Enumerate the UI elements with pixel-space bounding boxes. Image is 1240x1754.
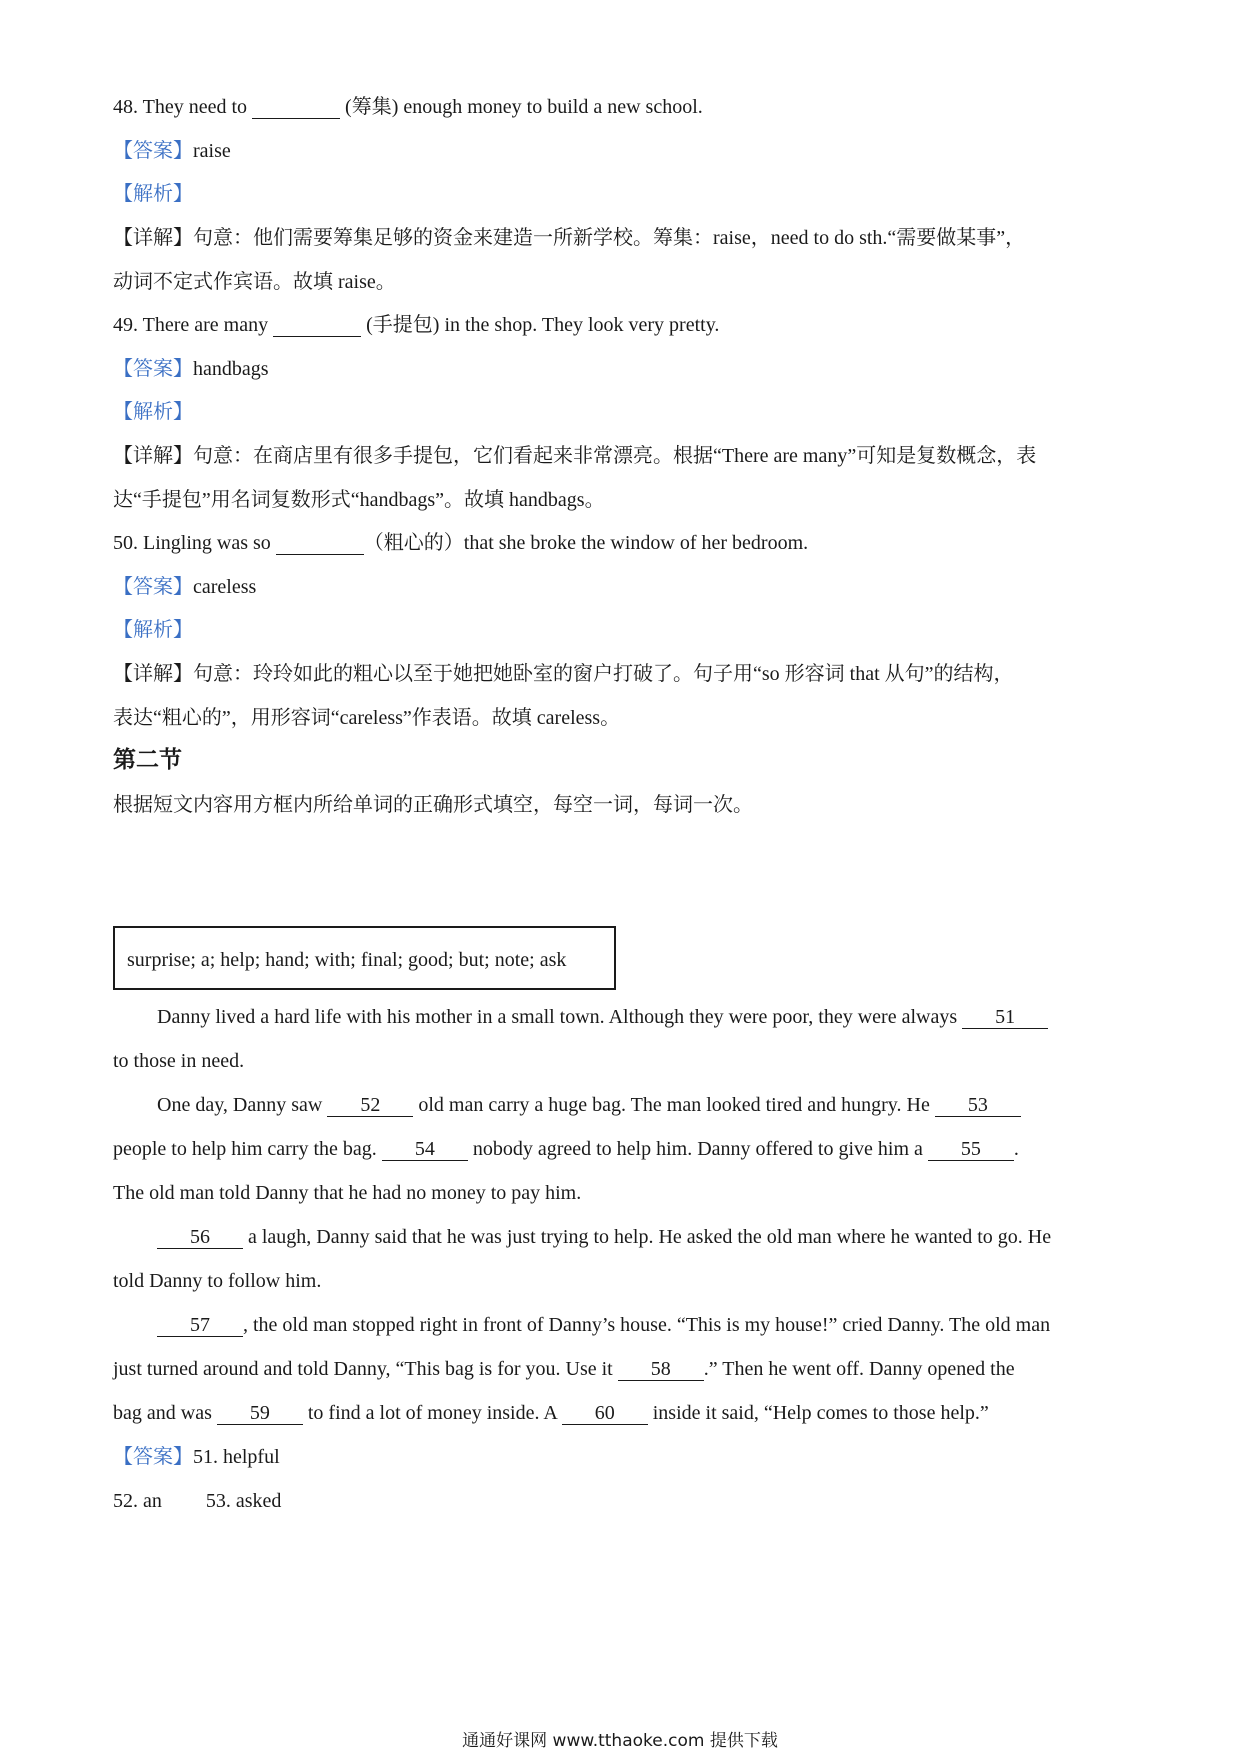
passage-line [113,1090,1021,1120]
detail-text: 句意：玲玲如此的粗心以至于她把她卧室的窗户打破了。句子用“so 形容词 that 从句”的结构， [193,663,1014,685]
answer-tag: 【答案】 [113,576,193,598]
passage-text: old man carry a huge bag. The man looked tired and hungry. He [413,1094,935,1116]
section-title: 第二节 [113,747,182,772]
q50-answer [113,572,256,602]
passage-text: , the old man stopped right in front of Danny’s house. “This is my house!” cried Danny. The old man [243,1314,1051,1336]
q48-text-before: 48. They need to [113,96,253,118]
section-instruction: 根据短文内容用方框内所给单词的正确形式填空，每空一词，每词一次。 [113,794,753,816]
analysis-tag: 【解析】 [113,183,193,205]
answer-tag: 【答案】 [113,1446,193,1468]
passage-line [113,1354,1015,1384]
blank-56: 56 [157,1226,243,1249]
detail-text: 句意：在商店里有很多手提包，它们看起来非常漂亮。根据“There are many”可知是复数概念，表 [193,445,1037,467]
q50-detail-1 [113,659,1014,689]
passage-text: .” Then he went off. Danny opened the [703,1358,1015,1380]
question-48 [113,92,703,122]
q49-analysis [113,397,193,427]
blank-57: 57 [157,1314,243,1337]
answer-53: 53. asked [205,1490,282,1512]
detail-tag: 【详解】 [113,227,193,249]
q50-detail-2 [113,703,620,733]
passage-line [113,1002,1048,1032]
blank-53: 53 [935,1094,1021,1117]
question-49 [113,310,719,340]
q50-blank [276,532,364,555]
answer-value: raise [193,140,231,162]
q48-blank [252,96,340,119]
detail-text: 动词不定式作宾语。故填 raise。 [113,271,396,293]
blank-51: 51 [962,1006,1048,1029]
answers-line [113,1486,281,1516]
q49-text-before: 49. There are many [113,314,274,336]
q49-blank [273,314,361,337]
q48-detail-1 [113,223,1025,253]
passage-text: nobody agreed to help him. Danny offered to give him a [467,1138,928,1160]
detail-text: 表达“粗心的”，用形容词“careless”作表语。故填 careless。 [113,707,621,729]
q49-detail-2 [113,485,605,515]
passage-line [113,1398,989,1428]
answer-value: handbags [193,358,269,380]
passage-text: Danny lived a hard life with his mother in a small town. Although they were poor, they were always [157,1006,963,1028]
passage-text: inside it said, “Help comes to those help.” [647,1402,989,1424]
answer-tag: 【答案】 [113,140,193,162]
detail-tag: 【详解】 [113,663,193,685]
q50-text-after: （粗心的）that she broke the window of her bedroom. [363,532,809,554]
answers-line [113,1442,280,1472]
answer-51: 51. helpful [193,1446,280,1468]
passage-text: bag and was [113,1402,217,1424]
passage-line: The old man told Danny that he had no money to pay him. [113,1182,582,1204]
blank-55: 55 [928,1138,1014,1161]
q48-text-after: (筹集) enough money to build a new school. [340,96,703,118]
q48-answer [113,136,231,166]
q48-analysis [113,179,193,209]
q49-text-after: (手提包) in the shop. They look very pretty. [361,314,720,336]
passage-line [113,1222,1051,1252]
passage-text: a laugh, Danny said that he was just trying to help. He asked the old man where he wanted to go. He [243,1226,1052,1248]
answer-tag: 【答案】 [113,358,193,380]
blank-58: 58 [618,1358,704,1381]
q50-text-before: 50. Lingling was so [113,532,276,554]
passage-line: to those in need. [113,1050,245,1072]
detail-text: 达“手提包”用名词复数形式“handbags”。故填 handbags。 [113,489,605,511]
analysis-tag: 【解析】 [113,619,193,641]
passage-text: to find a lot of money inside. A [302,1402,562,1424]
passage-line [113,1134,1019,1164]
q49-answer [113,354,269,384]
passage-text: . [1013,1138,1019,1160]
analysis-tag: 【解析】 [113,401,193,423]
blank-54: 54 [382,1138,468,1161]
passage-text: people to help him carry the bag. [113,1138,382,1160]
word-box: surprise; a; help; hand; with; final; good; but; note; ask [113,926,616,990]
blank-52: 52 [327,1094,413,1117]
detail-text: 句意：他们需要筹集足够的资金来建造一所新学校。筹集：raise，need to do sth.“需要做某事”， [193,227,1026,249]
question-50 [113,528,808,558]
passage-text: just turned around and told Danny, “This bag is for you. Use it [113,1358,618,1380]
footer-watermark: 通通好课网 www.tthaoke.com 提供下载 [462,1731,778,1751]
q48-detail-2 [113,267,396,297]
blank-60: 60 [562,1402,648,1425]
detail-tag: 【详解】 [113,445,193,467]
blank-59: 59 [217,1402,303,1425]
passage-text: One day, Danny saw [157,1094,328,1116]
passage-line: told Danny to follow him. [113,1270,322,1292]
q49-detail-1 [113,441,1036,471]
answer-52: 52. an [113,1490,162,1512]
q50-analysis [113,615,193,645]
answer-value: careless [193,576,257,598]
passage-line [113,1310,1050,1340]
